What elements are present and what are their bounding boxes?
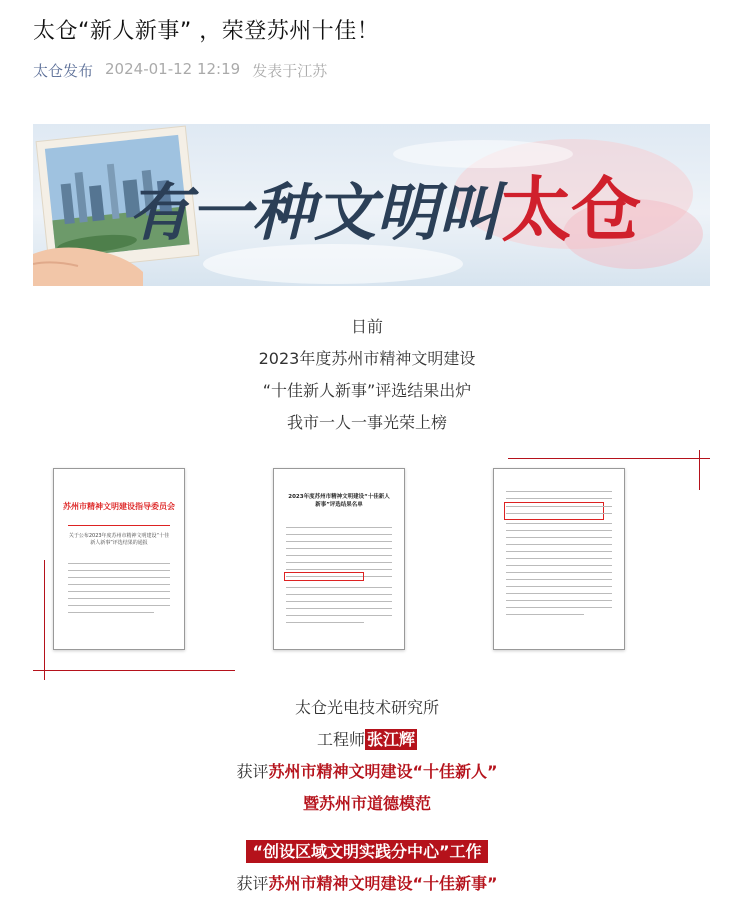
intro-line: 2023年度苏州市精神文明建设 [258,349,476,368]
honor2-award: 苏州市精神文明建设“十佳新事” [268,874,498,893]
honor1-org: 太仓光电技术研究所 [294,698,439,717]
banner-image [33,124,710,286]
document-scans [0,450,734,685]
author-link[interactable]: 太仓发布 [33,62,94,80]
intro-block [0,311,734,439]
honor1-award2: 暨苏州市道德模范 [302,794,431,813]
honor2-work: “创设区域文明实践分中心”工作 [246,840,487,863]
honor1-role-prefix: 工程师 [316,730,365,749]
doc-heading: 苏州市精神文明建设指导委员会 [63,501,175,511]
decor-line [508,458,710,459]
decor-line [33,670,235,671]
doc-subtitle: 关于公布2023年度苏州市精神文明建设“十佳新人新事”评选结果的通报 [68,533,170,546]
doc-heading: 2023年度苏州市精神文明建设“十佳新人新事”评选结果名单 [288,494,390,508]
doc-rule [68,525,170,526]
publish-datetime: 2024-01-12 12:19 [105,60,241,78]
honor1-name: 张江辉 [367,730,416,749]
intro-line: 日前 [350,317,383,336]
article-meta [33,60,327,81]
honor1-award-prefix: 获评 [236,762,269,781]
honor2-award-prefix: 获评 [236,874,269,893]
doc-highlight-box [284,572,364,581]
honor1-award-line [0,756,734,788]
banner-illustration [33,124,710,286]
document-image [53,468,185,650]
honor2-award-line [0,868,734,900]
decor-line [44,560,45,680]
publish-location: 发表于江苏 [252,62,328,80]
honor2-block [0,836,734,900]
document-image [273,468,405,650]
honor1-award: 苏州市精神文明建设“十佳新人” [268,762,498,781]
intro-line: 我市一人一事光荣上榜 [286,413,447,432]
intro-line: “十佳新人新事”评选结果出炉 [262,381,472,400]
article-title: 太仓“新人新事” ，荣登苏州十佳！ [33,19,380,44]
honor2-work-line [0,836,734,868]
doc-highlight-box [504,502,604,520]
banner-slogan-part2: 太仓 [501,168,641,251]
document-image [493,468,625,650]
honor1-block [0,692,734,820]
banner-slogan-part1: 有一种文明叫 [128,176,501,249]
decor-line [699,450,700,490]
honor1-role-line [0,724,734,756]
